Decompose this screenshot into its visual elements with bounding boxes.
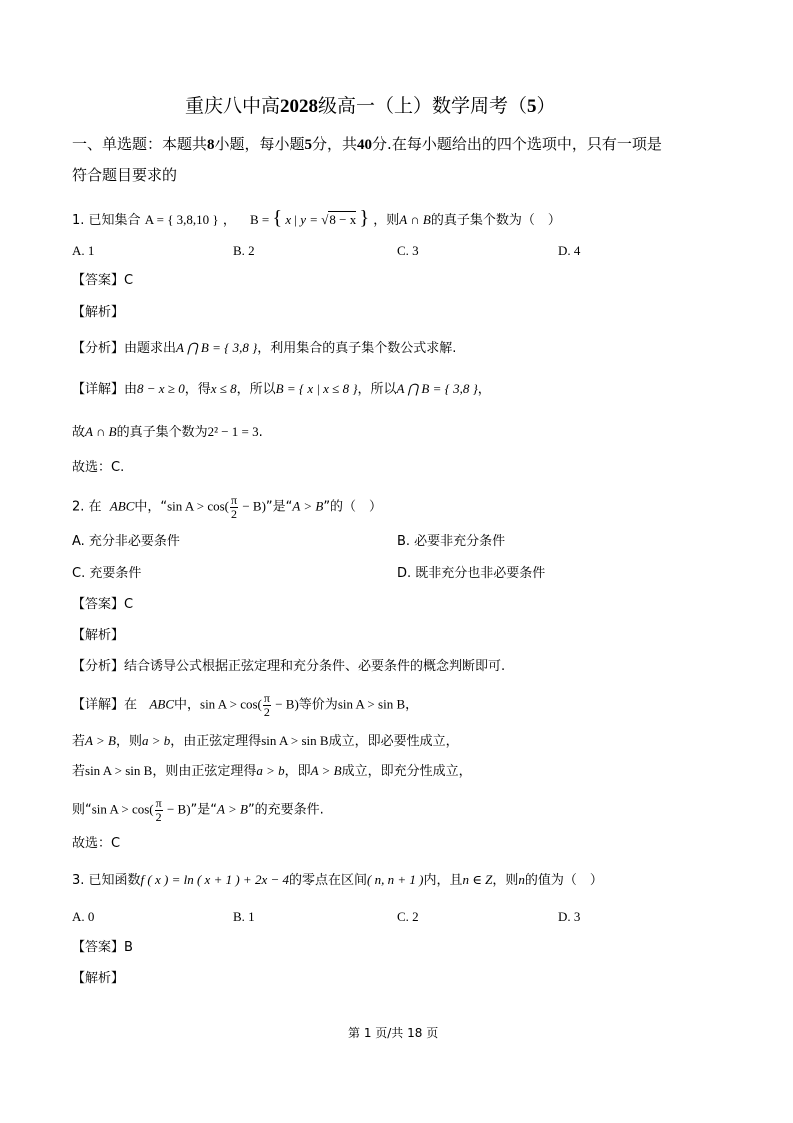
- q1-option-b[interactable]: B. 2: [233, 243, 255, 258]
- xj-text: ，得: [184, 382, 211, 397]
- title-text-mid: 级高一（上）数学周考（: [318, 95, 528, 117]
- q3-option-b[interactable]: B. 1: [233, 909, 255, 924]
- q2-fenxi: [72, 660, 505, 673]
- section-text: 分，共: [312, 135, 358, 153]
- q2-analysis-tag: 【解析】: [72, 628, 125, 643]
- answer-value: B: [124, 940, 133, 955]
- q2-cond: sin A > cos(: [167, 498, 229, 514]
- section-total: 40: [357, 137, 373, 153]
- q1-option-a[interactable]: A. 1: [72, 243, 95, 258]
- title-number: 5: [527, 96, 537, 117]
- q3-stem-text: 的零点在区间: [289, 873, 368, 888]
- xj-cond: − B): [163, 801, 191, 817]
- xj-expr: sin A > sin B: [337, 696, 406, 712]
- q2-stem-text: 中，“: [134, 499, 168, 515]
- answer-tag: 【答案】: [72, 597, 125, 612]
- answer-tag: 【答案】: [72, 940, 125, 955]
- xj-text: ，即: [284, 764, 311, 779]
- xj-text: ”是“: [190, 802, 218, 818]
- pi-over-2: [263, 692, 271, 718]
- q1-xiangjie: [72, 382, 491, 396]
- xj-text: 成立，即必要性成立，: [328, 734, 459, 749]
- xj-text: ，: [405, 697, 419, 713]
- q1-expr: A ∩ B: [399, 212, 431, 227]
- q2-stem-text: ”是“: [265, 499, 293, 515]
- pi-over-2: [155, 797, 163, 823]
- fenxi-tag: 【分析】: [72, 659, 125, 674]
- q1-answer: [72, 274, 133, 287]
- xj-expr: a > b: [141, 733, 171, 748]
- q1-stem-text: 的真子集个数为（ ）: [430, 213, 561, 228]
- xj-text: ，则由正弦定理得: [152, 764, 257, 779]
- fenxi-text: 由题求出: [124, 341, 177, 356]
- q1-set-b-radicand: 8 − x: [329, 212, 357, 227]
- title-text: 重庆八中高: [185, 95, 281, 117]
- xj-cond: sin A > cos(: [200, 696, 262, 712]
- section-text: 分.在每小题给出的四个选项中，只有一项是: [372, 135, 662, 153]
- q1-fenxi: [72, 341, 456, 355]
- xj-text: 由: [124, 382, 138, 397]
- q1-xiangjie-line2: [72, 425, 263, 439]
- q3-answer: [72, 941, 133, 954]
- xj-text: 成立，即充分性成立，: [341, 764, 472, 779]
- q3-interval: ( n, n + 1 ): [367, 872, 424, 887]
- title-year: 2028: [280, 96, 319, 117]
- q3-set: n ∈ Z: [462, 872, 493, 887]
- q1-set-b-var: x: [285, 212, 292, 227]
- xj-expr: a > b: [256, 763, 285, 778]
- xj-expr: A ⋂ B = { 3,8 }: [396, 381, 478, 396]
- xj-text: ，: [477, 382, 491, 397]
- frac-num: π: [231, 493, 238, 507]
- xj-expr: 8 − x ≥ 0: [137, 381, 185, 396]
- xj-triangle: ABC: [149, 696, 174, 712]
- xj-expr: A > B: [217, 801, 248, 817]
- xj-text: ”的充要条件.: [247, 802, 324, 818]
- q2-cond: − B): [239, 498, 266, 514]
- q1-choose: 故选：C.: [72, 460, 125, 475]
- q2-option-b[interactable]: B. 必要非充分条件: [397, 534, 506, 549]
- q2-triangle: ABC: [109, 498, 135, 514]
- question-1-stem: 1. 已知集合 A = { 3,8,10 } ， B = { x | y = √8 − x } ，则A ∩ B的真子集个数为（ ）: [72, 207, 561, 229]
- page-title: [185, 97, 556, 116]
- xj-expr: B = { x | x ≤ 8 }: [275, 381, 358, 396]
- q3-stem-text: 内，且: [423, 873, 463, 888]
- fenxi-expr: A ⋂ B = { 3,8 }: [176, 340, 258, 355]
- q1-set-b-cond: y =: [300, 212, 322, 227]
- xj-cond: − B): [271, 696, 299, 712]
- xj-text: 故: [72, 425, 86, 440]
- q3-var: n: [518, 872, 525, 887]
- section-points: 5: [304, 137, 313, 153]
- xj-text: 的真子集个数为: [116, 425, 208, 440]
- xj-text: 若: [72, 764, 86, 779]
- xj-expr: A > B: [85, 733, 116, 748]
- xj-calc: 2² − 1 = 3: [207, 424, 259, 439]
- q1-stem-text: ，则: [373, 213, 400, 228]
- q2-option-a[interactable]: A. 充分非必要条件: [72, 534, 180, 549]
- q2-xiangjie-line3: [72, 764, 472, 778]
- xj-expr: A ∩ B: [85, 424, 117, 439]
- frac-den: 2: [231, 506, 238, 521]
- q1-option-d[interactable]: D. 4: [558, 243, 581, 258]
- q1-stem-text: 1. 已知集合: [72, 213, 141, 228]
- q2-option-c[interactable]: C. 充要条件: [72, 566, 142, 581]
- q2-option-d[interactable]: D. 既非充分也非必要条件: [397, 566, 546, 581]
- xj-text: .: [258, 425, 263, 440]
- frac-num: π: [155, 796, 162, 810]
- q2-stem-text: ”的（ ）: [323, 499, 383, 515]
- q1-option-c[interactable]: C. 3: [397, 243, 419, 258]
- fenxi-text: ，利用集合的真子集个数公式求解.: [257, 341, 457, 356]
- q3-stem-text: 的值为（ ）: [524, 873, 603, 888]
- q1-set-b: B = { x | y = √8 − x }: [249, 207, 370, 229]
- q3-analysis-tag: 【解析】: [72, 971, 125, 986]
- xj-text: 等价为: [298, 697, 338, 713]
- page-footer: 第 1 页/共 18 页: [348, 1026, 439, 1040]
- q3-stem-text: ，则: [492, 873, 519, 888]
- fenxi-text: 结合诱导公式根据正弦定理和充分条件、必要条件的概念判断即可.: [124, 659, 506, 674]
- xj-cond: sin A > cos(: [91, 801, 154, 817]
- xj-text: 中，: [174, 697, 201, 713]
- xj-text: ，则: [115, 734, 142, 749]
- q2-answer: [72, 598, 133, 611]
- frac-den: 2: [263, 704, 270, 719]
- xj-text: ，所以: [357, 382, 397, 397]
- question-3-stem: [72, 873, 603, 887]
- section-header-line2: 符合题目要求的: [72, 166, 178, 184]
- q3-option-d[interactable]: D. 3: [558, 909, 581, 924]
- q2-choose: 故选：C: [72, 836, 121, 851]
- xj-text: 在: [124, 697, 138, 713]
- q2-xiangjie-line4: [72, 797, 324, 823]
- question-2-stem: [72, 494, 382, 520]
- q2-cond2: A > B: [292, 498, 324, 514]
- xj-expr: sin A > sin B: [261, 733, 329, 748]
- xj-text: 则“: [72, 802, 92, 818]
- q2-xiangjie: [72, 692, 418, 718]
- answer-value: C: [124, 597, 134, 612]
- section-text: 小题，每小题: [214, 135, 305, 153]
- xj-expr: A > B: [310, 763, 342, 778]
- fenxi-tag: 【分析】: [72, 341, 125, 356]
- q3-option-a[interactable]: A. 0: [72, 909, 95, 924]
- q2-stem-text: 2. 在: [72, 499, 102, 515]
- frac-den: 2: [155, 809, 162, 824]
- xj-expr: sin A > sin B: [85, 763, 153, 778]
- xj-expr: x ≤ 8: [210, 381, 237, 396]
- q3-function: f ( x ) = ln ( x + 1 ) + 2x − 4: [140, 872, 289, 887]
- title-text-end: ）: [536, 95, 556, 117]
- xj-text: 若: [72, 734, 86, 749]
- section-header: [72, 137, 662, 153]
- xj-text: ，所以: [236, 382, 276, 397]
- xj-text: ，由正弦定理得: [170, 734, 262, 749]
- q1-analysis-tag: 【解析】: [72, 305, 125, 320]
- answer-tag: 【答案】: [72, 273, 125, 288]
- section-count: 8: [207, 137, 215, 153]
- q2-xiangjie-line2: [72, 734, 459, 748]
- section-text: 一、单选题：本题共: [72, 135, 208, 153]
- q3-option-c[interactable]: C. 2: [397, 909, 419, 924]
- answer-value: C: [124, 273, 134, 288]
- pi-over-2: [230, 494, 238, 520]
- q3-stem-text: 3. 已知函数: [72, 873, 141, 888]
- xiangjie-tag: 【详解】: [72, 697, 125, 713]
- q1-set-b-label: B =: [249, 212, 270, 227]
- q1-set-a: A = { 3,8,10 }: [144, 212, 219, 227]
- xiangjie-tag: 【详解】: [72, 382, 125, 397]
- frac-num: π: [263, 691, 270, 705]
